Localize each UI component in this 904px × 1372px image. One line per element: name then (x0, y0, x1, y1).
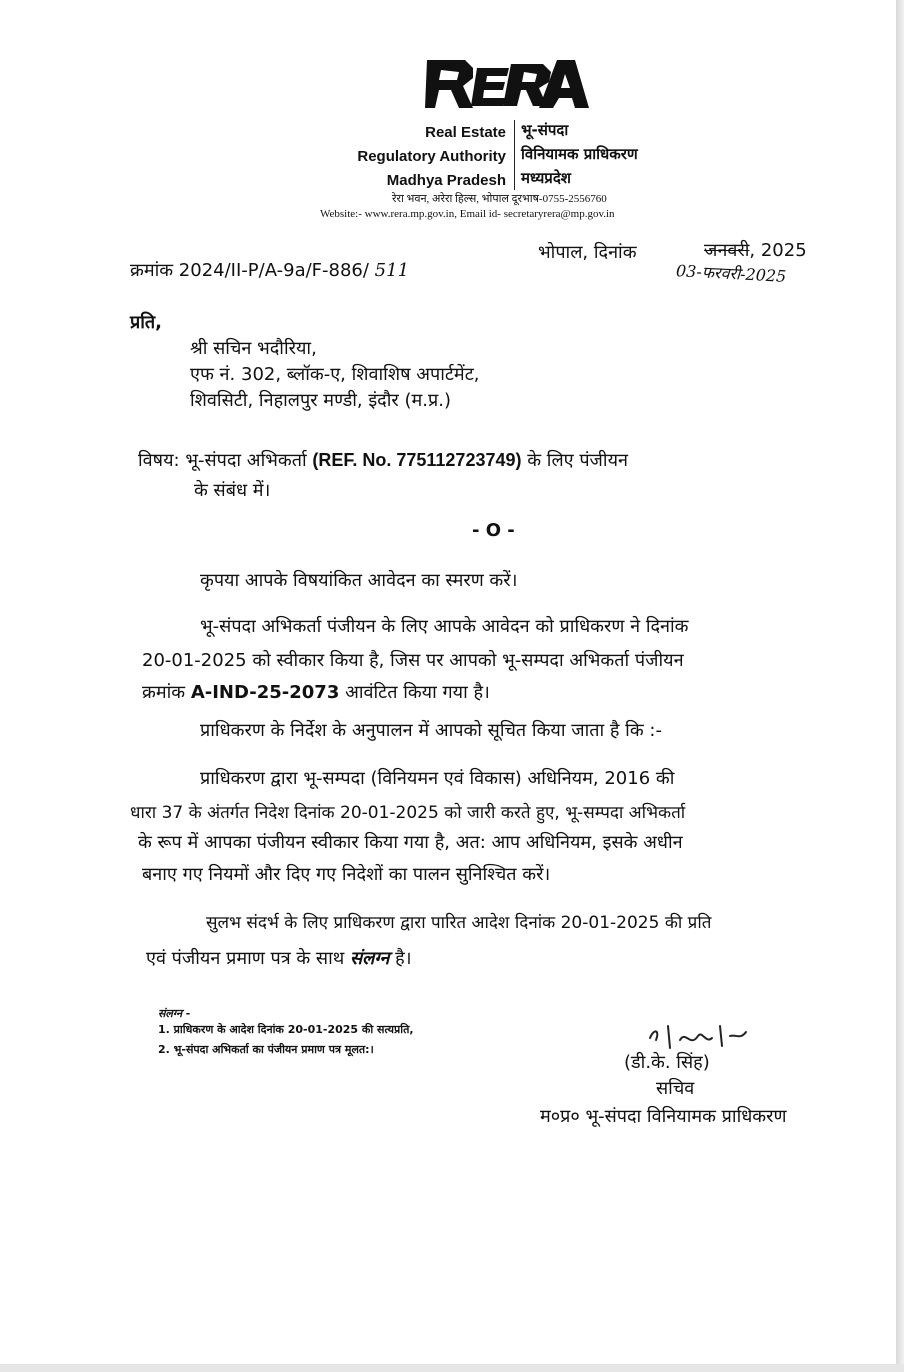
reference-number (130, 258, 409, 282)
printed-date (704, 238, 807, 262)
paragraph-2-pre: क्रमांक (142, 682, 186, 703)
signatory-designation: सचिव (656, 1078, 695, 1099)
subject-text-post: के लिए पंजीयन (527, 450, 628, 471)
printed-month-struck: जनवरी (704, 240, 750, 261)
org-name-hi-2: विनियामक प्राधिकरण (521, 145, 638, 163)
recipient-line-3: शिवसिटी, निहालपुर मण्डी, इंदौर (म.प्र.) (190, 390, 451, 411)
rera-logo-graphic (425, 52, 590, 116)
annexure-label: संलग्न - (158, 1007, 191, 1020)
paragraph-1: कृपया आपके विषयांकित आवेदन का स्मरण करें। (200, 570, 518, 591)
printed-year: , 2025 (749, 240, 807, 261)
reference-number-handwritten: 511 (374, 260, 410, 281)
subject-line-2: के संबंध में। (194, 480, 271, 501)
paragraph-4-line-1: प्राधिकरण द्वारा भू-सम्पदा (विनियमन एवं विकास) अधिनियम, 2016 की (200, 768, 675, 789)
annexure-item-1: 1. प्राधिकरण के आदेश दिनांक 20-01-2025 की सत्यप्रति, (158, 1023, 414, 1036)
recipient-line-1: श्री सचिन भदौरिया, (190, 338, 317, 359)
org-name-en-3: Madhya Pradesh (386, 172, 506, 189)
place-date-label: भोपाल, दिनांक (538, 242, 637, 263)
paragraph-5-post: है। (395, 948, 412, 969)
subject-line-1 (138, 448, 628, 472)
paragraph-5-line-2 (146, 946, 412, 970)
recipient-line-2: एफ नं. 302, ब्लॉक-ए, शिवाशिष अपार्टमेंट, (190, 364, 480, 385)
org-name-en-2: Regulatory Authority (357, 148, 506, 165)
paragraph-5-line-1: सुलभ संदर्भ के लिए प्राधिकरण द्वारा पारित आदेश दिनांक 20-01-2025 की प्रति (206, 913, 712, 933)
paragraph-2-line-1: भू-संपदा अभिकर्ता पंजीयन के लिए आपके आवेदन को प्राधिकरण ने दिनांक (200, 616, 689, 637)
paragraph-2-line-3 (142, 680, 490, 704)
rera-logo (425, 52, 590, 116)
org-name-en-1: Real Estate (425, 124, 506, 141)
org-name-hi-3: मध्यप्रदेश (521, 169, 572, 187)
subject-ref-number: (REF. No. 775112723749) (312, 450, 522, 470)
signatory-office: म०प्र० भू-संपदा विनियामक प्राधिकरण (540, 1106, 787, 1127)
address-line: रेरा भवन, अरेरा हिल्स, भोपाल दूरभाष-0755-2556760 (392, 193, 607, 205)
paragraph-2-post: आवंटित किया गया है। (345, 682, 490, 703)
paragraph-4-line-2: धारा 37 के अंतर्गत निदेश दिनांक 20-01-2025 को जारी करते हुए, भू-सम्पदा अभिकर्ता (130, 803, 686, 823)
website-line: Website:- www.rera.mp.gov.in, Email id- secretaryrera@mp.gov.in (320, 208, 615, 220)
paragraph-4-line-4: बनाए गए नियमों और दिए गए निदेशों का पालन सुनिश्चित करें। (142, 864, 551, 885)
to-label: प्रति, (130, 312, 163, 333)
handwritten-date: 03-फरवरी-2025 (675, 261, 787, 286)
org-name-hi-1: भू-संपदा (521, 121, 569, 139)
paragraph-4-line-3: के रूप में आपका पंजीयन स्वीकार किया गया है, अत: आप अधिनियम, इसके अधीन (138, 832, 683, 853)
paragraph-5-pre: एवं पंजीयन प्रमाण पत्र के साथ (146, 948, 345, 969)
annexure-item-2: 2. भू-संपदा अभिकर्ता का पंजीयन प्रमाण पत्र मूलत:। (158, 1043, 374, 1056)
paragraph-3: प्राधिकरण के निर्देश के अनुपालन में आपको सूचित किया जाता है कि :- (200, 720, 662, 741)
registration-number: A-IND-25-2073 (190, 682, 340, 703)
paragraph-2-line-2: 20-01-2025 को स्वीकार किया है, जिस पर आपको भू-सम्पदा अभिकर्ता पंजीयन (142, 650, 684, 671)
signatory-name: (डी.के. सिंह) (624, 1052, 710, 1073)
subject-label: विषय: (138, 450, 180, 471)
header-divider (514, 120, 515, 190)
paragraph-5-attached: संलग्न (349, 948, 390, 969)
divider-mark: - O - (472, 520, 515, 541)
scan-edge-shadow (896, 0, 904, 1372)
reference-number-printed: क्रमांक 2024/II-P/A-9a/F-886/ (130, 260, 369, 281)
subject-text-pre: भू-संपदा अभिकर्ता (185, 450, 307, 471)
scan-bottom-strip (0, 1364, 904, 1372)
